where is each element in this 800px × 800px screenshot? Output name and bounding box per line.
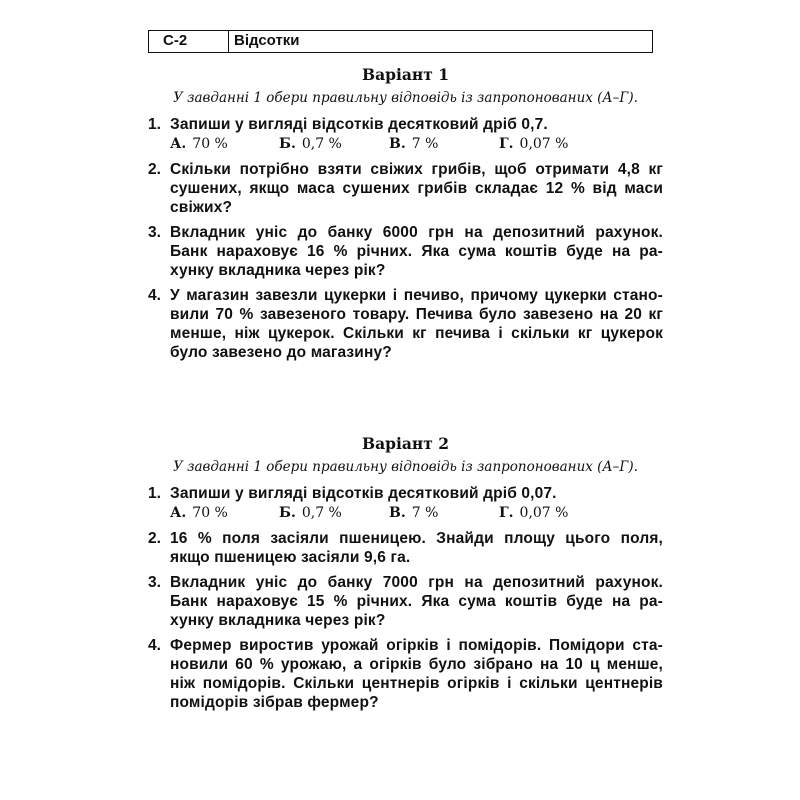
variant-instruction: У завданні 1 обери правильну відповідь із запропонованих (А–Г). <box>173 459 638 475</box>
task-text <box>170 636 663 712</box>
option-letter: А. <box>170 136 187 152</box>
answer-option <box>389 135 499 154</box>
answer-option <box>279 504 389 523</box>
task-text-line: Скільки потрібно взяти свіжих грибів, щоб отримати 4,8 кг <box>170 161 663 178</box>
task-item <box>148 115 663 154</box>
task-number: 4. <box>148 637 161 654</box>
task-text-line: хунку вкладника через рік? <box>170 612 386 629</box>
task-body <box>170 636 663 712</box>
task-item <box>148 286 663 362</box>
task-number: 3. <box>148 224 161 241</box>
task-item <box>148 573 663 630</box>
variant-instruction: У завданні 1 обери правильну відповідь із запропонованих (А–Г). <box>173 90 638 106</box>
task-text <box>170 484 663 503</box>
variant-title: Варіант 2 <box>361 434 450 453</box>
task-list <box>148 115 663 362</box>
task-text-line: сушених, якщо маса сушених грибів складає 12 % від маси <box>170 180 663 197</box>
answer-options <box>170 135 663 154</box>
task-text-line: було завезено до магазину? <box>170 344 392 361</box>
option-letter: В. <box>389 505 406 521</box>
variant-title: Варіант 1 <box>361 65 450 84</box>
task-number: 2. <box>148 530 161 547</box>
task-number: 1. <box>148 485 161 502</box>
option-value: 70 % <box>192 136 228 152</box>
task-text <box>170 529 663 567</box>
option-value: 0,07 % <box>519 136 569 152</box>
task-body <box>170 223 663 280</box>
task-text-line: ніж помідорів. Скільки центнерів огірків і скільки центнерів <box>170 675 663 692</box>
variant-1 <box>148 66 663 368</box>
task-text <box>170 160 663 217</box>
task-text <box>170 223 663 280</box>
task-text-line: менше, ніж цукерок. Скільки кг печива і скільки кг цукерок <box>170 325 663 342</box>
task-item <box>148 160 663 217</box>
option-value: 0,7 % <box>301 136 342 152</box>
option-letter: Б. <box>279 505 296 521</box>
task-text-line: якщо пшеницею засіяли 9,6 га. <box>170 549 411 566</box>
task-text-line: Запиши у вигляді відсотків десятковий дріб 0,07. <box>170 485 557 502</box>
option-value: 7 % <box>411 136 439 152</box>
task-item <box>148 636 663 712</box>
variant-2 <box>148 435 663 718</box>
task-body <box>170 115 663 154</box>
task-text-line: новили 60 % урожаю, а огірків було зібрано на 10 ц менше, <box>170 656 663 673</box>
answer-option <box>499 504 568 523</box>
task-body <box>170 529 663 567</box>
answer-option <box>499 135 568 154</box>
task-item <box>148 484 663 523</box>
task-number: 2. <box>148 161 161 178</box>
task-number: 1. <box>148 116 161 133</box>
answer-option <box>389 504 499 523</box>
option-letter: Г. <box>499 136 514 152</box>
task-text-line: вили 70 % завезеного товару. Печива було завезено на 20 кг <box>170 306 663 323</box>
answer-option <box>170 504 279 523</box>
task-number: 4. <box>148 287 161 304</box>
section-code: С-2 <box>149 31 229 52</box>
task-item <box>148 529 663 567</box>
task-text-line: хунку вкладника через рік? <box>170 262 386 279</box>
task-text-line: помідорів зібрав фермер? <box>170 694 379 711</box>
option-letter: В. <box>389 136 406 152</box>
task-body <box>170 286 663 362</box>
task-text-line: Запиши у вигляді відсотків десятковий дріб 0,7. <box>170 116 548 133</box>
option-letter: Б. <box>279 136 296 152</box>
task-body <box>170 484 663 523</box>
task-text <box>170 286 663 362</box>
option-value: 7 % <box>411 505 439 521</box>
task-text-line: 16 % поля засіяли пшеницею. Знайди площу цього поля, <box>170 530 663 547</box>
option-value: 0,7 % <box>301 505 342 521</box>
option-letter: Г. <box>499 505 514 521</box>
task-text <box>170 573 663 630</box>
answer-option <box>279 135 389 154</box>
task-text-line: Вкладник уніс до банку 7000 грн на депозитний рахунок. <box>170 574 663 591</box>
task-text-line: Банк нараховує 16 % річних. Яка сума коштів буде на ра- <box>170 243 663 260</box>
option-letter: А. <box>170 505 187 521</box>
task-body <box>170 573 663 630</box>
option-value: 0,07 % <box>519 505 569 521</box>
task-body <box>170 160 663 217</box>
task-list <box>148 484 663 712</box>
section-title: Відсотки <box>234 32 300 49</box>
answer-options <box>170 504 663 523</box>
task-item <box>148 223 663 280</box>
task-text-line: Банк нараховує 15 % річних. Яка сума коштів буде на ра- <box>170 593 663 610</box>
task-text <box>170 115 663 134</box>
answer-option <box>170 135 279 154</box>
task-text-line: У магазин завезли цукерки і печиво, причому цукерки стано- <box>170 287 663 304</box>
section-header <box>148 30 653 53</box>
task-text-line: свіжих? <box>170 199 233 216</box>
task-number: 3. <box>148 574 161 591</box>
task-text-line: Фермер виростив урожай огірків і помідорів. Помідори ста- <box>170 637 663 654</box>
task-text-line: Вкладник уніс до банку 6000 грн на депозитний рахунок. <box>170 224 663 241</box>
option-value: 70 % <box>192 505 228 521</box>
